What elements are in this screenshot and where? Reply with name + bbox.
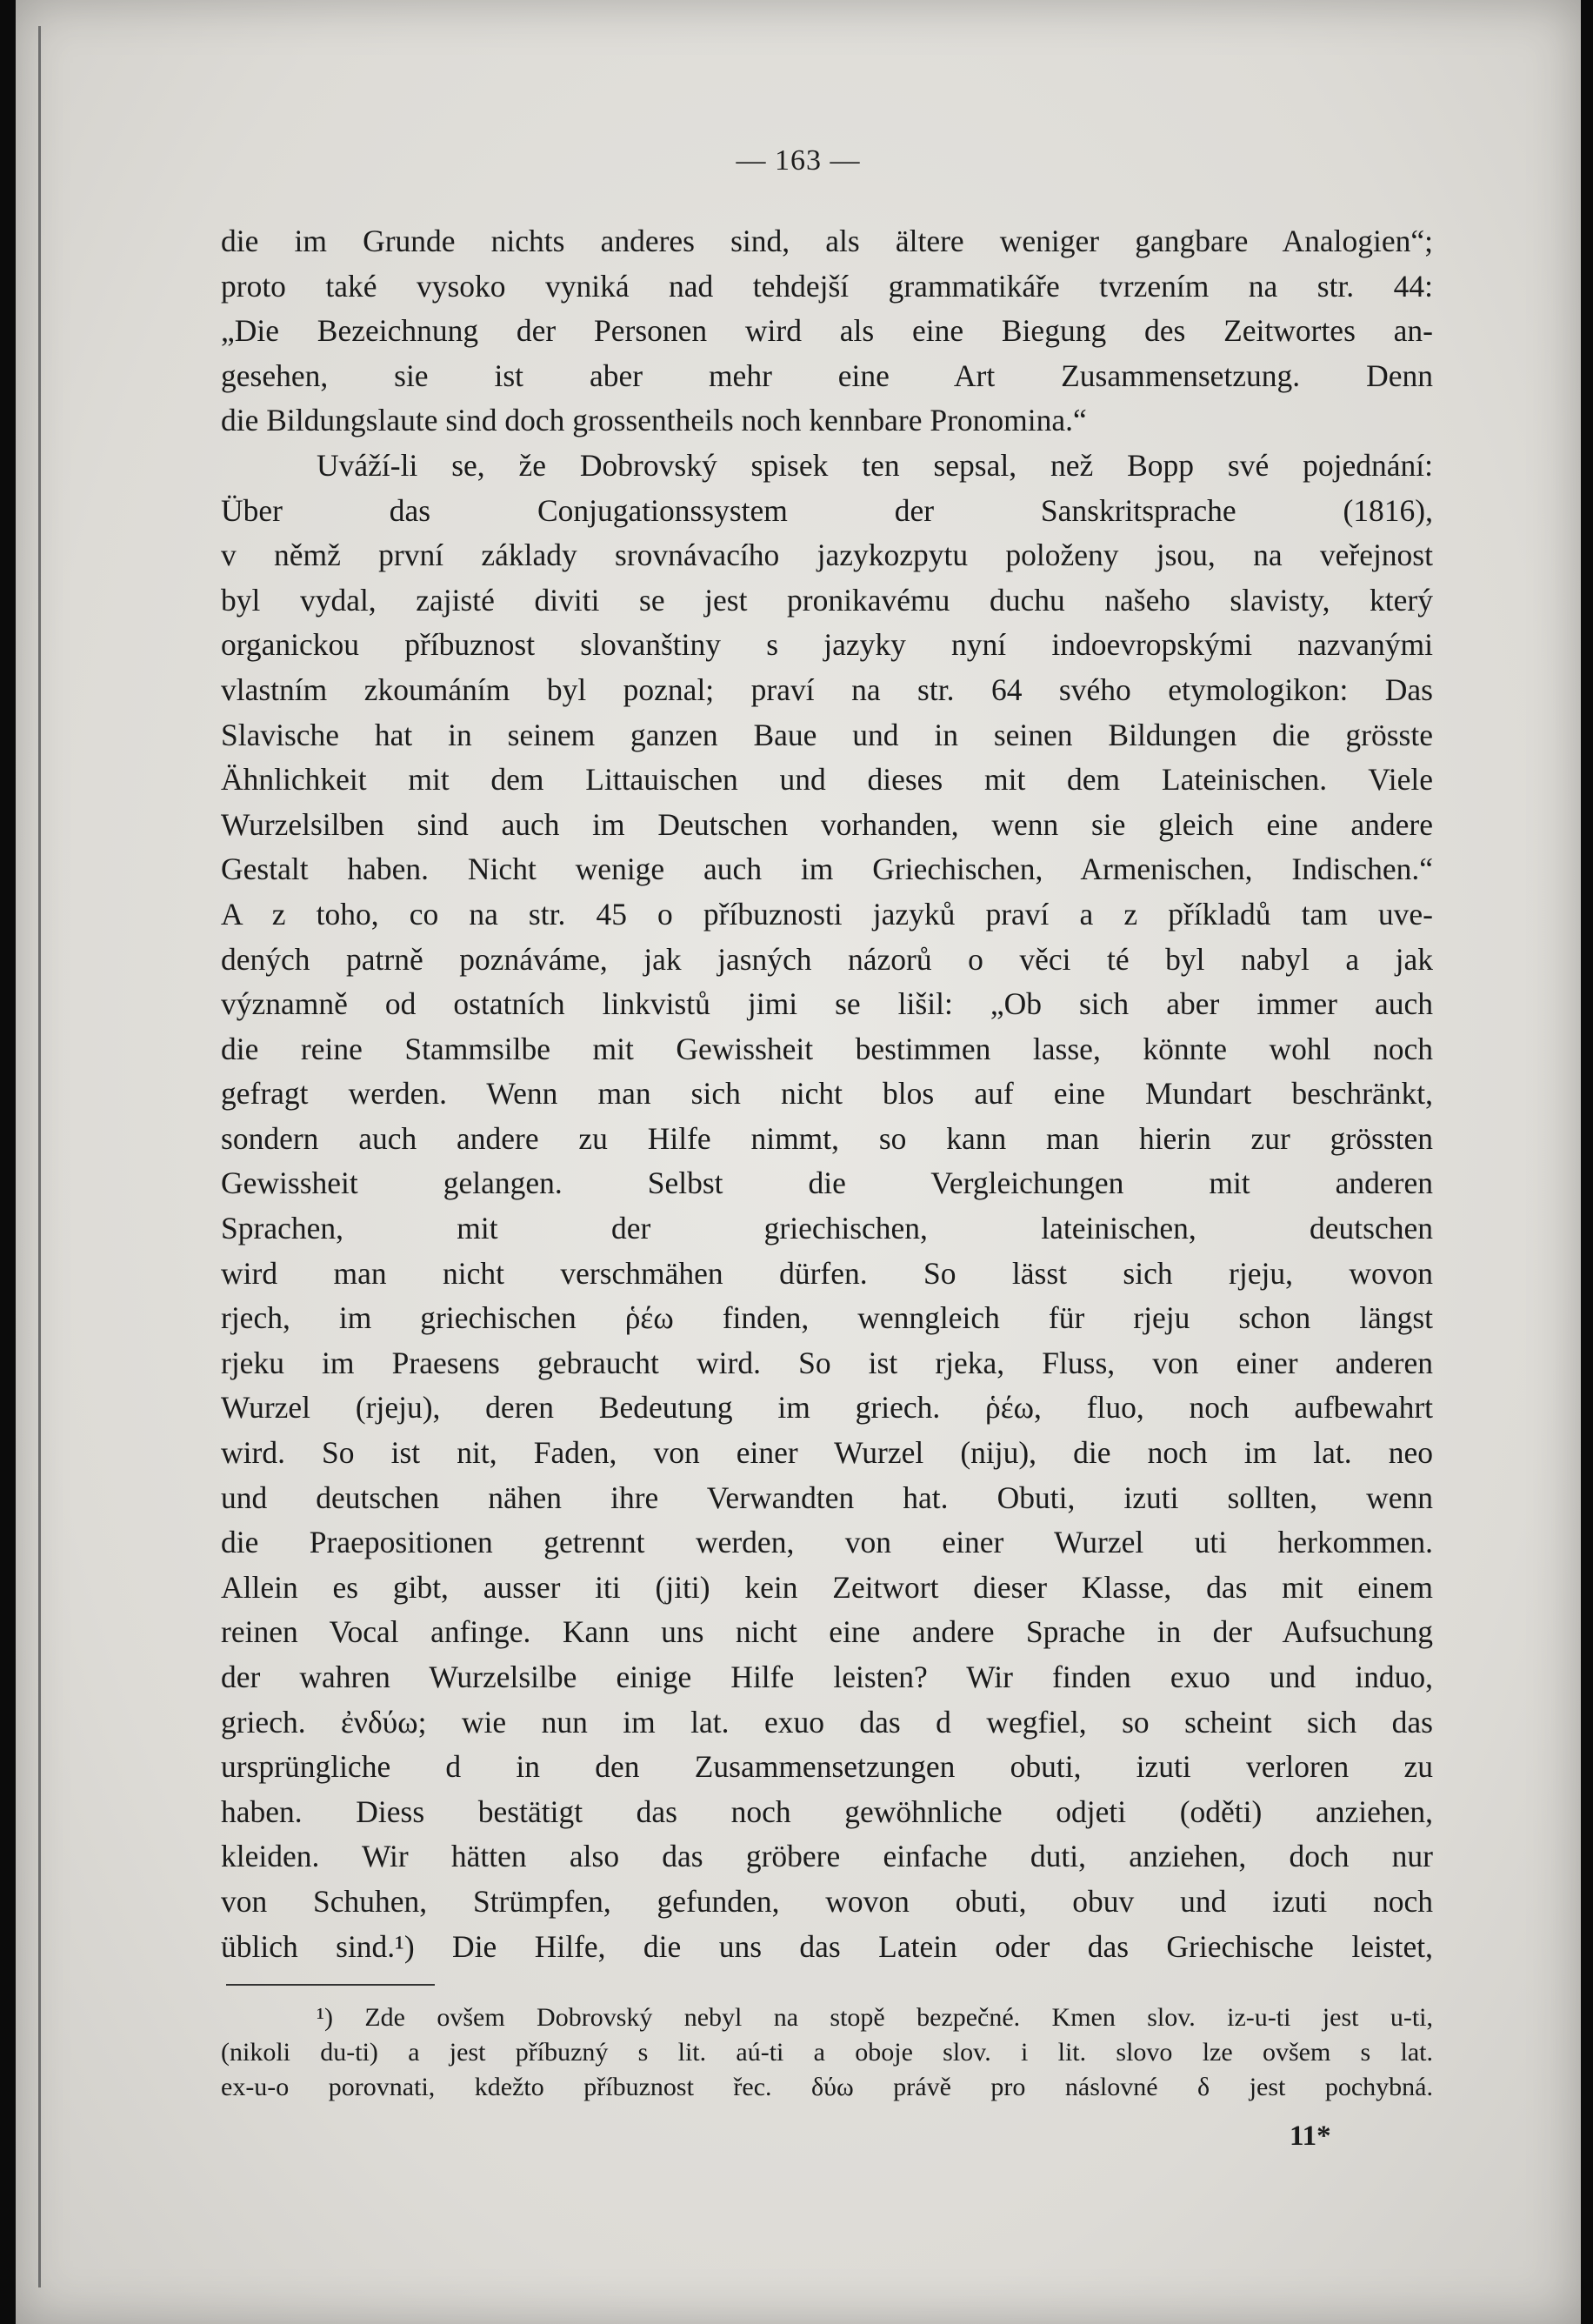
page-number: — 163 — [736,144,861,177]
text-line: haben. Diess bestätigt das noch gewöhnliche odjeti (oděti) anziehen, [221,1793,1433,1829]
text-line: rjech, im griechischen ῥέω finden, wenngleich für rjeju schon längst [221,1300,1433,1336]
footnotes [221,2000,1433,2105]
text-line: Wurzelsilben sind auch im Deutschen vorhanden, wenn sie gleich eine andere [221,806,1433,842]
text-line: vlastním zkoumáním byl poznal; praví na str. 64 svého etymologikon: Das [221,671,1433,707]
text-line: Slavische hat in seinem ganzen Baue und in seinen Bildungen die grösste [221,717,1433,752]
page-edge-line [38,26,41,2287]
text-line: und deutschen nähen ihre Verwandten hat. Obuti, izuti sollten, wenn [221,1479,1433,1515]
text-line: üblich sind.¹) Die Hilfe, die uns das Latein oder das Griechische leistet, [221,1928,1433,1964]
text-line: die Bildungslaute sind doch grossentheils noch kennbare Pronomina.“ [221,403,1087,438]
text-line: wird man nicht verschmähen dürfen. So lässt sich rjeju, wovon [221,1255,1433,1291]
text-line: wird. So ist nit, Faden, von einer Wurzel (niju), die noch im lat. neo [221,1435,1433,1471]
footnote-line: ¹) Zde ovšem Dobrovský nebyl na stopě bezpečné. Kmen slov. iz-u-ti jest u-ti, [317,2003,1433,2032]
text-line: ursprüngliche d in den Zusammensetzungen obuti, izuti verloren zu [221,1749,1433,1785]
text-line: Wurzel (rjeju), deren Bedeutung im griech. ῥέω, fluo, noch aufbewahrt [221,1390,1433,1426]
text-line: „Die Bezeichnung der Personen wird als eine Biegung des Zeitwortes an- [221,313,1433,349]
text-line: Sprachen, mit der griechischen, lateinischen, deutschen [221,1211,1433,1246]
text-line: gesehen, sie ist aber mehr eine Art Zusammensetzung. Denn [221,357,1433,393]
footnote-line: ex-u-o porovnati, kdežto příbuznost řec. δύω právě pro náslovné δ jest pochybná. [221,2073,1433,2101]
text-line: A z toho, co na str. 45 o příbuznosti jazyků praví a z příkladů tam uve- [221,896,1433,932]
book-page [16,0,1581,2324]
signature-mark: 11* [1290,2120,1331,2152]
text-line: Allein es gibt, ausser iti (jiti) kein Zeitwort dieser Klasse, das mit einem [221,1569,1433,1605]
text-line: organickou příbuznost slovanštiny s jazyky nyní indoevropskými nazvanými [221,627,1433,663]
text-line: die Praepositionen getrennt werden, von einer Wurzel uti herkommen. [221,1525,1433,1560]
text-line: významně od ostatních linkvistů jimi se lišil: „Ob sich aber immer auch [221,986,1433,1022]
text-line: dených patrně poznáváme, jak jasných názorů o věci té byl nabyl a jak [221,941,1433,977]
text-line: Ähnlichkeit mit dem Littauischen und dieses mit dem Lateinischen. Viele [221,762,1433,798]
text-line: Gestalt haben. Nicht wenige auch im Griechischen, Armenischen, Indischen.“ [221,851,1433,887]
text-line: griech. ἐνδύω; wie nun im lat. exuo das d wegfiel, so scheint sich das [221,1704,1433,1740]
text-line: der wahren Wurzelsilbe einige Hilfe leisten? Wir finden exuo und induo, [221,1660,1433,1694]
text-line: die im Grunde nichts anderes sind, als ältere weniger gangbare Analogien“; [221,224,1433,258]
text-line: rjeku im Praesens gebraucht wird. So ist rjeka, Fluss, von einer anderen [221,1345,1433,1380]
text-line: Gewissheit gelangen. Selbst die Vergleichungen mit anderen [221,1165,1433,1201]
text-line: von Schuhen, Strümpfen, gefunden, wovon obuti, obuv und izuti noch [221,1883,1433,1919]
text-line: die reine Stammsilbe mit Gewissheit bestimmen lasse, könnte wohl noch [221,1031,1433,1066]
text-line: Uváží-li se, že Dobrovský spisek ten sepsal, než Bopp své pojednání: [317,447,1433,483]
body-text [221,219,1433,1969]
text-line: gefragt werden. Wenn man sich nicht blos auf eine Mundart beschränkt, [221,1076,1433,1112]
text-line: proto také vysoko vyniká nad tehdejší grammatikáře tvrzením na str. 44: [221,268,1433,304]
footnote-line: (nikoli du-ti) a jest příbuzný s lit. aú-ti a oboje slov. i lit. slovo lze ovšem s lat. [221,2038,1433,2067]
text-line: v němž první základy srovnávacího jazykozpytu položeny jsou, na veřejnost [221,538,1433,573]
footnote-divider [226,1984,435,1986]
text-line: reinen Vocal anfinge. Kann uns nicht eine andere Sprache in der Aufsuchung [221,1614,1433,1650]
text-line: sondern auch andere zu Hilfe nimmt, so kann man hierin zur grössten [221,1120,1433,1156]
text-line: kleiden. Wir hätten also das gröbere einfache duti, anziehen, doch nur [221,1839,1433,1874]
text-line: Über das Conjugationssystem der Sanskritsprache (1816), [221,492,1433,528]
text-line: byl vydal, zajisté diviti se jest pronikavému duchu našeho slavisty, který [221,582,1433,618]
